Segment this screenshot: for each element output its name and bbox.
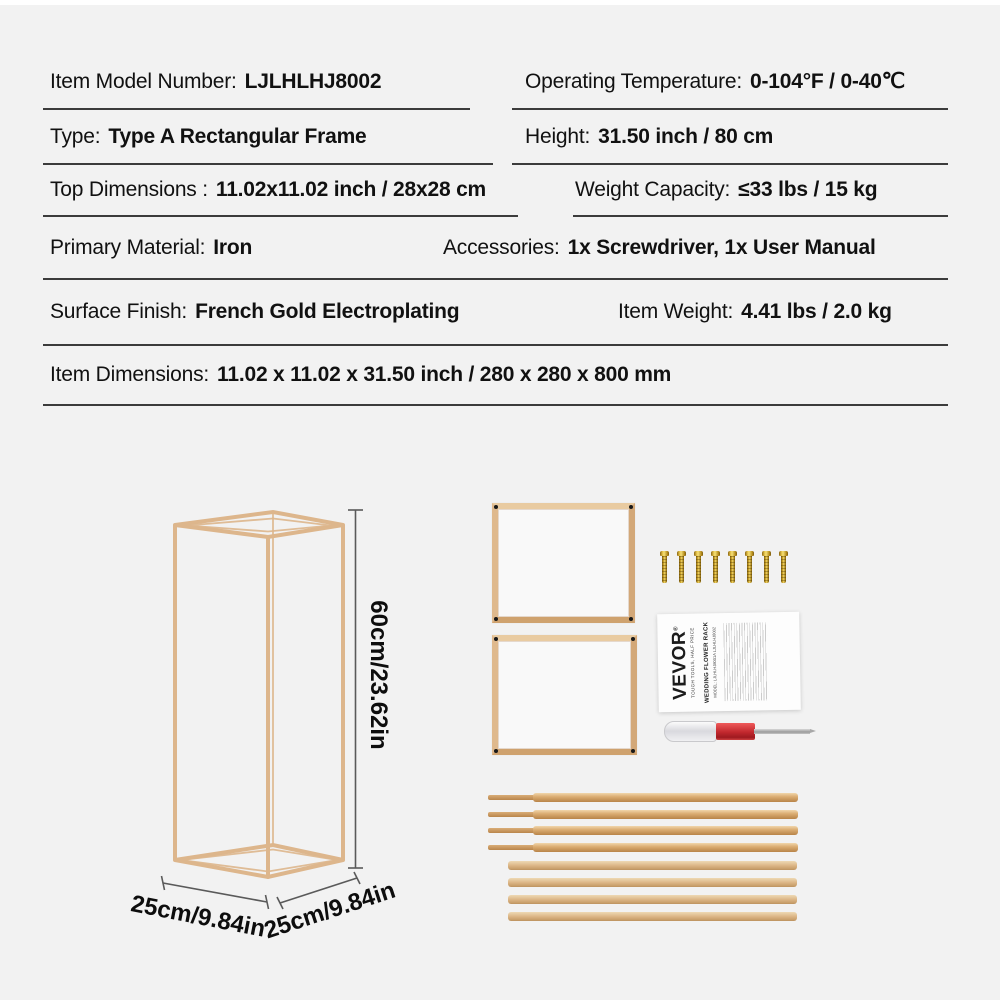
base-depth-dimension-label: 25cm/9.84in	[260, 876, 399, 945]
rod-body	[533, 826, 798, 835]
spec-value: French Gold Electroplating	[195, 300, 460, 323]
manual-tagline: TOUGH TOOLS, HALF PRICE	[689, 627, 696, 699]
spec-cell-model	[43, 55, 470, 110]
screw-body	[713, 556, 718, 583]
spec-row-model	[43, 55, 948, 110]
screw-body	[662, 556, 667, 583]
spec-label: Type:	[50, 124, 101, 148]
spec-cell-item-dimensions	[43, 346, 671, 404]
spec-value: Iron	[213, 235, 253, 259]
screw	[745, 551, 754, 585]
rod-body	[533, 810, 798, 819]
manual-model-line: MODEL: LJLHLHJ8001A LJLHLHJ8002	[711, 626, 718, 698]
spec-value: 11.02 x 11.02 x 31.50 inch / 280 x 280 x 800 mm	[217, 363, 672, 386]
spec-row-type	[43, 110, 948, 165]
assembly-rod	[488, 843, 798, 852]
base-width-dimension-label: 25cm/9.84in	[128, 890, 268, 943]
screw	[694, 551, 703, 585]
spec-cell-operating-temperature	[512, 55, 948, 110]
spec-row-item-dimensions	[43, 346, 948, 406]
screw	[779, 551, 788, 585]
assembly-rod	[488, 793, 798, 802]
user-manual-page	[657, 612, 801, 712]
assembly-rod	[508, 861, 797, 870]
screw-set	[660, 551, 788, 585]
spec-cell-top-dimensions	[43, 165, 518, 217]
screwdriver-tip	[810, 729, 816, 733]
spec-cell-height	[512, 110, 948, 165]
spec-value: Type A Rectangular Frame	[108, 124, 367, 148]
spec-value: 4.41 lbs / 2.0 kg	[741, 300, 892, 323]
spec-label: Operating Temperature:	[525, 69, 743, 93]
registered-mark: ®	[673, 625, 680, 631]
manual-title: WEDDING FLOWER RACK	[703, 621, 712, 704]
spec-label: Height:	[525, 124, 591, 148]
screw	[660, 551, 669, 585]
screw	[677, 551, 686, 585]
spec-value: LJLHLHJ8002	[244, 69, 382, 93]
rod-body	[533, 843, 798, 852]
spec-table	[43, 55, 948, 406]
spec-value: 31.50 inch / 80 cm	[598, 124, 774, 148]
spec-value: 11.02x11.02 inch / 28x28 cm	[215, 178, 487, 201]
height-dimension-label: 60cm/23.62in	[365, 600, 392, 750]
assembly-rod	[508, 878, 797, 887]
screw-body	[679, 556, 684, 583]
screw-body	[764, 556, 769, 583]
assembly-rod	[508, 895, 797, 904]
spec-cell-surface-finish	[43, 280, 459, 344]
spec-label: Item Dimensions:	[50, 363, 210, 386]
corner-hole	[629, 617, 633, 621]
assembly-rod	[488, 810, 798, 819]
screw-body	[730, 556, 735, 583]
top-white-strip	[0, 0, 1000, 5]
screw	[711, 551, 720, 585]
corner-hole	[631, 637, 635, 641]
stand-bottom-frame	[175, 845, 343, 877]
corner-hole	[494, 617, 498, 621]
spec-label: Surface Finish:	[50, 300, 188, 323]
screwdriver-shaft	[754, 729, 810, 734]
spec-value: ≤33 lbs / 15 kg	[738, 178, 878, 201]
corner-hole	[494, 505, 498, 509]
rod-tenon	[488, 795, 535, 800]
spec-cell-item-weight	[618, 280, 892, 344]
spec-row-top-dimensions	[43, 165, 948, 217]
spec-label: Top Dimensions :	[50, 178, 208, 201]
screwdriver-handle	[664, 721, 717, 742]
spec-label: Item Model Number:	[50, 69, 237, 93]
spec-cell-accessories	[443, 217, 876, 278]
screw-body	[781, 556, 786, 583]
screw	[762, 551, 771, 585]
assembly-rod	[508, 912, 797, 921]
corner-hole	[629, 505, 633, 509]
corner-hole	[494, 749, 498, 753]
rod-tenon	[488, 812, 535, 817]
screwdriver-collar	[716, 723, 755, 740]
spec-row-material	[43, 217, 948, 280]
user-manual	[657, 612, 801, 712]
screw-body	[747, 556, 752, 583]
spec-cell-primary-material	[43, 217, 252, 278]
vevor-logo: VEVOR®	[668, 625, 691, 701]
screwdriver	[664, 719, 816, 746]
spec-cell-weight-capacity	[573, 165, 948, 217]
screw-body	[696, 556, 701, 583]
screw	[728, 551, 737, 585]
rod-tenon	[488, 828, 535, 833]
rod-body	[533, 793, 798, 802]
manual-fine-print	[724, 622, 769, 701]
frame-panel	[492, 635, 637, 755]
assembly-rod	[488, 826, 798, 835]
corner-hole	[494, 637, 498, 641]
spec-row-finish	[43, 280, 948, 346]
spec-value: 0-104°F / 0-40℃	[750, 70, 906, 93]
frame-panel	[492, 503, 635, 623]
spec-cell-type	[43, 110, 493, 165]
spec-value: 1x Screwdriver, 1x User Manual	[567, 235, 876, 259]
rod-tenon	[488, 845, 535, 850]
spec-label: Accessories:	[443, 235, 560, 259]
spec-label: Item Weight:	[618, 300, 734, 323]
spec-label: Weight Capacity:	[575, 178, 731, 201]
corner-hole	[631, 749, 635, 753]
spec-label: Primary Material:	[50, 235, 206, 259]
